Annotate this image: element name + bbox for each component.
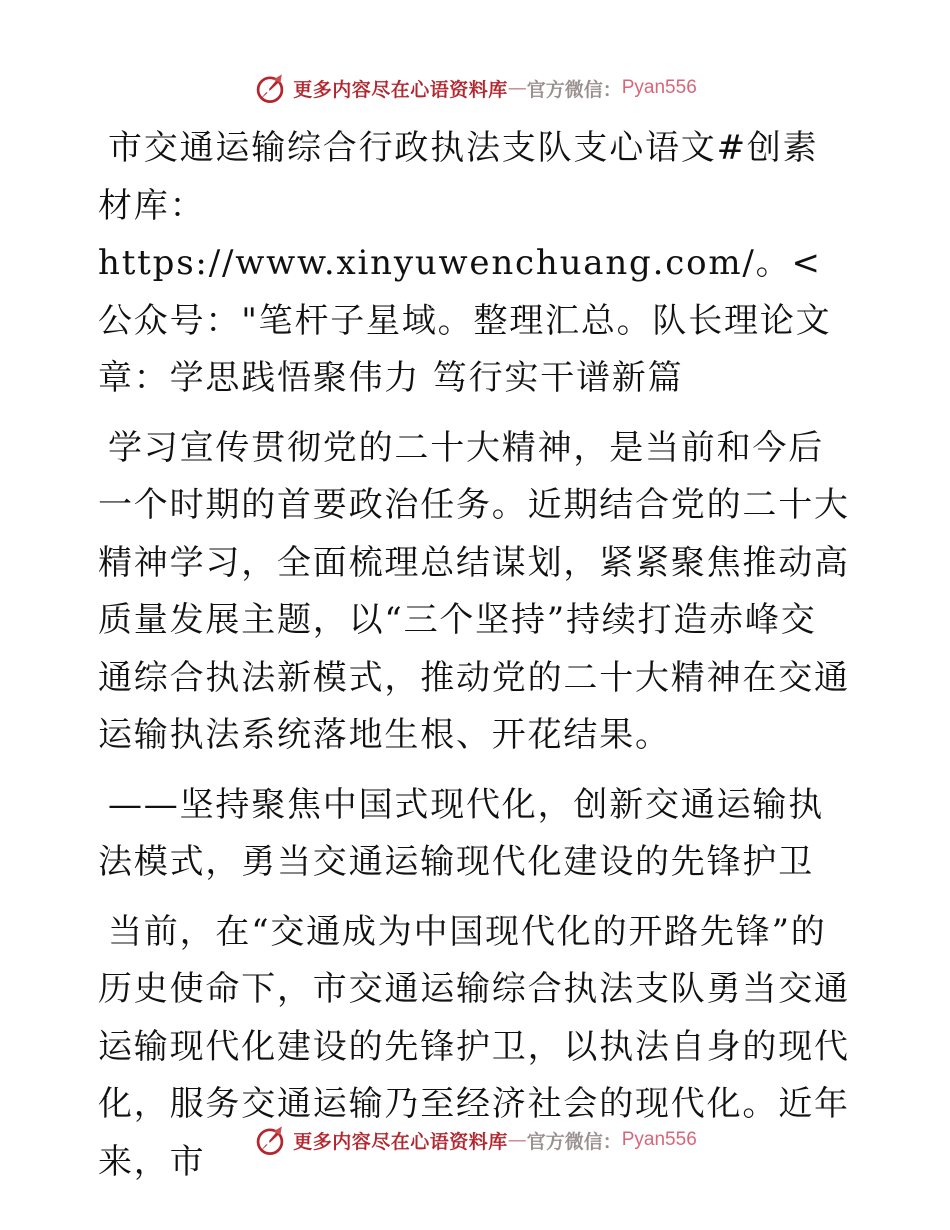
document-title-paragraph: 市交通运输综合行政执法支队支心语文#创素材库：https://www.xinyuwenchuang.com/。<公众号："笔杆子星域。整理汇总。队长理论文章：学思践悟聚伟力 笃行实干谱新篇 (98, 128, 832, 398)
watermark-separator: — (507, 77, 527, 99)
watermark-separator: — (507, 1129, 527, 1151)
quill-logo-icon (253, 1123, 287, 1157)
watermark-wechat-id: Pyan556 (621, 1129, 697, 1150)
watermark-official-label: 官方微信： (526, 1130, 622, 1153)
document-body (98, 120, 850, 1203)
watermark-brand: 更多内容尽在心语资料库 (293, 78, 508, 101)
watermark-wechat-id: Pyan556 (621, 77, 697, 98)
watermark-brand: 更多内容尽在心语资料库 (293, 1130, 508, 1153)
header-watermark (0, 68, 950, 108)
footer-watermark (0, 1120, 950, 1160)
body-paragraph-intro: 学习宣传贯彻党的二十大精神，是当前和今后一个时期的首要政治任务。近期结合党的二十大精神学习，全面梳理总结谋划，紧紧聚焦推动高质量发展主题，以“三个坚持”持续打造赤峰交通综合执法新模式，推动党的二十大精神在交通运输执法系统落地生根、开花结果。 (98, 427, 850, 755)
watermark-official-label: 官方微信： (526, 78, 622, 101)
quill-logo-icon (253, 71, 287, 105)
body-paragraph-current: 当前，在“交通成为中国现代化的开路先锋”的历史使命下，市交通运输综合执法支队勇当交通运输现代化建设的先锋护卫，以执法自身的现代化，服务交通运输乃至经济社会的现代化。近年来，市 (98, 911, 850, 1182)
section-heading-paragraph: ——坚持聚焦中国式现代化，创新交通运输执法模式，勇当交通运输现代化建设的先锋护卫 (98, 784, 824, 882)
